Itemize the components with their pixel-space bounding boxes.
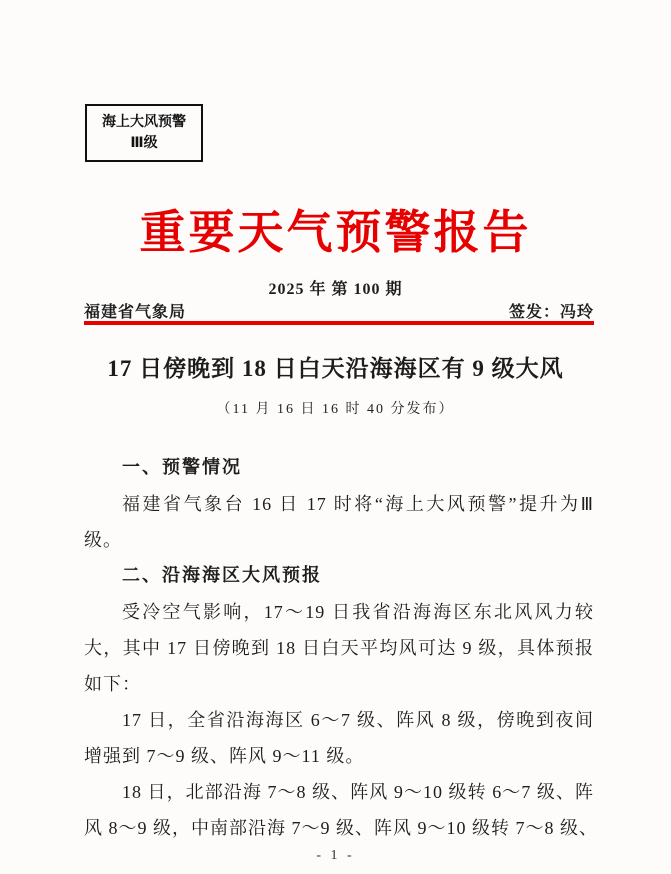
body-line: 福建省气象台 16 日 17 时将“海上大风预警”提升为Ⅲ: [122, 494, 594, 514]
warning-stamp-line2: Ⅲ级: [130, 135, 158, 151]
body-line: 17 日，全省沿海海区 6～7 级、阵风 8 级，傍晚到夜间: [122, 710, 594, 730]
document-headline: 17 日傍晚到 18 日白天沿海海区有 9 级大风: [107, 356, 564, 381]
warning-stamp-line1: 海上大风预警: [102, 114, 186, 130]
page-number: - 1 -: [316, 848, 355, 863]
warning-level-stamp: [85, 104, 203, 162]
issuer-name: 福建省气象局: [84, 304, 187, 321]
body-text: [84, 450, 598, 846]
body-line: 受冷空气影响，17～19 日我省沿海海区东北风风力较: [122, 602, 594, 622]
body-line: 风 8～9 级，中南部沿海 7～9 级、阵风 9～10 级转 7～8 级、: [84, 818, 598, 838]
red-divider-rule: [84, 321, 594, 325]
report-title: 重要天气预警报告: [139, 207, 532, 258]
body-line: 如下：: [84, 674, 141, 694]
body-line: 增强到 7～9 级、阵风 9～11 级。: [84, 746, 365, 766]
release-time: （11 月 16 日 16 时 40 分发布）: [216, 402, 455, 417]
body-line: 18 日，北部沿海 7～8 级、阵风 9～10 级转 6～7 级、阵: [122, 782, 594, 802]
section-heading: 一、预警情况: [122, 457, 242, 478]
section-heading: 二、沿海海区大风预报: [122, 565, 322, 586]
issuer-row: [84, 299, 594, 322]
body-line: 级。: [84, 530, 122, 550]
body-line: 大，其中 17 日傍晚到 18 日白天平均风可达 9 级，具体预报: [84, 638, 594, 658]
signer-name: 签发：冯玲: [508, 304, 594, 321]
issue-number: 2025 年 第 100 期: [268, 281, 403, 298]
